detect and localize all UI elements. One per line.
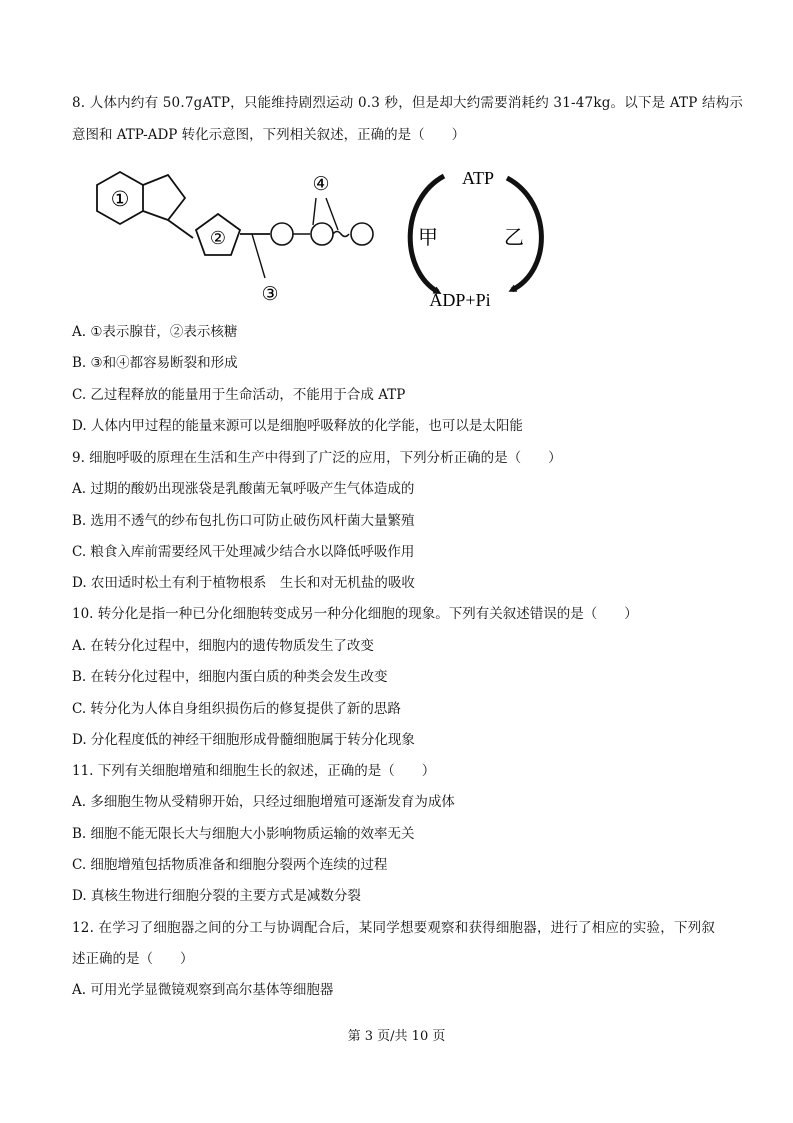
cycle-left-jia: 甲 bbox=[418, 225, 438, 249]
pointer-four-left bbox=[313, 198, 316, 225]
q11-option-c: C. 细胞增殖包括物质准备和细胞分裂两个连续的过程 bbox=[72, 857, 388, 873]
q9-option-d: D. 农田适时松土有利于植物根系 生长和对无机盐的吸收 bbox=[72, 575, 415, 591]
q8-option-d: D. 人体内甲过程的能量来源可以是细胞呼吸释放的化学能，也可以是太阳能 bbox=[72, 418, 523, 434]
q10-option-c: C. 转分化为人体自身组织损伤后的修复提供了新的思路 bbox=[72, 701, 401, 717]
phosphate-2 bbox=[311, 223, 333, 245]
cycle-bottom-adp-pi: ADP+Pi bbox=[429, 290, 491, 310]
high-energy-bond bbox=[333, 232, 349, 237]
q8-stem-line-1: 8. 人体内约有 50.7gATP，只能维持剧烈运动 0.3 秒，但是却大约需要消耗约 31-47kg。以下是 ATP 结构示 bbox=[72, 95, 744, 111]
fused-pentagon bbox=[143, 175, 185, 220]
q8-stem-line-2: 意图和 ATP-ADP 转化示意图，下列相关叙述，正确的是（ ） bbox=[72, 127, 466, 143]
q12-stem-line-1: 12. 在学习了细胞器之间的分工与协调配合后，某同学想要观察和获得细胞器，进行了相应的实验，下列叙 bbox=[72, 920, 716, 936]
label-three: ③ bbox=[261, 283, 279, 305]
pointer-three bbox=[252, 234, 265, 278]
q11-stem: 11. 下列有关细胞增殖和细胞生长的叙述，正确的是（ ） bbox=[72, 763, 436, 779]
q8-option-c: C. 乙过程释放的能量用于生命活动，不能用于合成 ATP bbox=[72, 387, 406, 403]
cycle-right-yi: 乙 bbox=[504, 225, 524, 249]
q9-option-b: B. 选用不透气的纱布包扎伤口可防止破伤风杆菌大量繁殖 bbox=[72, 513, 415, 529]
page-footer: 第 3 页/共 10 页 bbox=[347, 1029, 446, 1044]
q11-option-d: D. 真核生物进行细胞分裂的主要方式是减数分裂 bbox=[72, 888, 361, 904]
cycle-top-atp: ATP bbox=[461, 168, 495, 188]
phosphate-1 bbox=[271, 223, 293, 245]
q9-option-c: C. 粮食入库前需要经风干处理减少结合水以降低呼吸作用 bbox=[72, 544, 415, 560]
label-two: ② bbox=[209, 228, 227, 249]
phosphate-3 bbox=[351, 223, 373, 245]
q10-option-a: A. 在转分化过程中，细胞内的遗传物质发生了改变 bbox=[72, 638, 374, 654]
q11-option-b: B. 细胞不能无限长大与细胞大小影响物质运输的效率无关 bbox=[72, 826, 415, 842]
atp-diagram bbox=[80, 160, 560, 310]
q12-stem-line-2: 述正确的是（ ） bbox=[72, 951, 194, 967]
q10-option-b: B. 在转分化过程中，细胞内蛋白质的种类会发生改变 bbox=[72, 669, 388, 685]
q9-option-a: A. 过期的酸奶出现涨袋是乳酸菌无氧呼吸产生气体造成的 bbox=[72, 481, 415, 497]
q8-option-a: A. ①表示腺苷，②表示核糖 bbox=[72, 324, 238, 340]
q10-stem: 10. 转分化是指一种已分化细胞转变成另一种分化细胞的现象。下列有关叙述错误的是（ ） bbox=[72, 606, 638, 622]
label-one: ① bbox=[110, 187, 130, 211]
q11-option-a: A. 多细胞生物从受精卵开始，只经过细胞增殖可逐渐发育为成体 bbox=[72, 794, 455, 810]
glycosidic-bond bbox=[168, 220, 193, 238]
q9-stem: 9. 细胞呼吸的原理在生活和生产中得到了广泛的应用，下列分析正确的是（ ） bbox=[72, 450, 562, 466]
q12-option-a: A. 可用光学显微镜观察到高尔基体等细胞器 bbox=[72, 982, 334, 998]
q10-option-d: D. 分化程度低的神经干细胞形成骨髓细胞属于转分化现象 bbox=[72, 732, 415, 748]
label-four: ④ bbox=[312, 173, 330, 195]
q8-option-b: B. ③和④都容易断裂和形成 bbox=[72, 355, 238, 371]
